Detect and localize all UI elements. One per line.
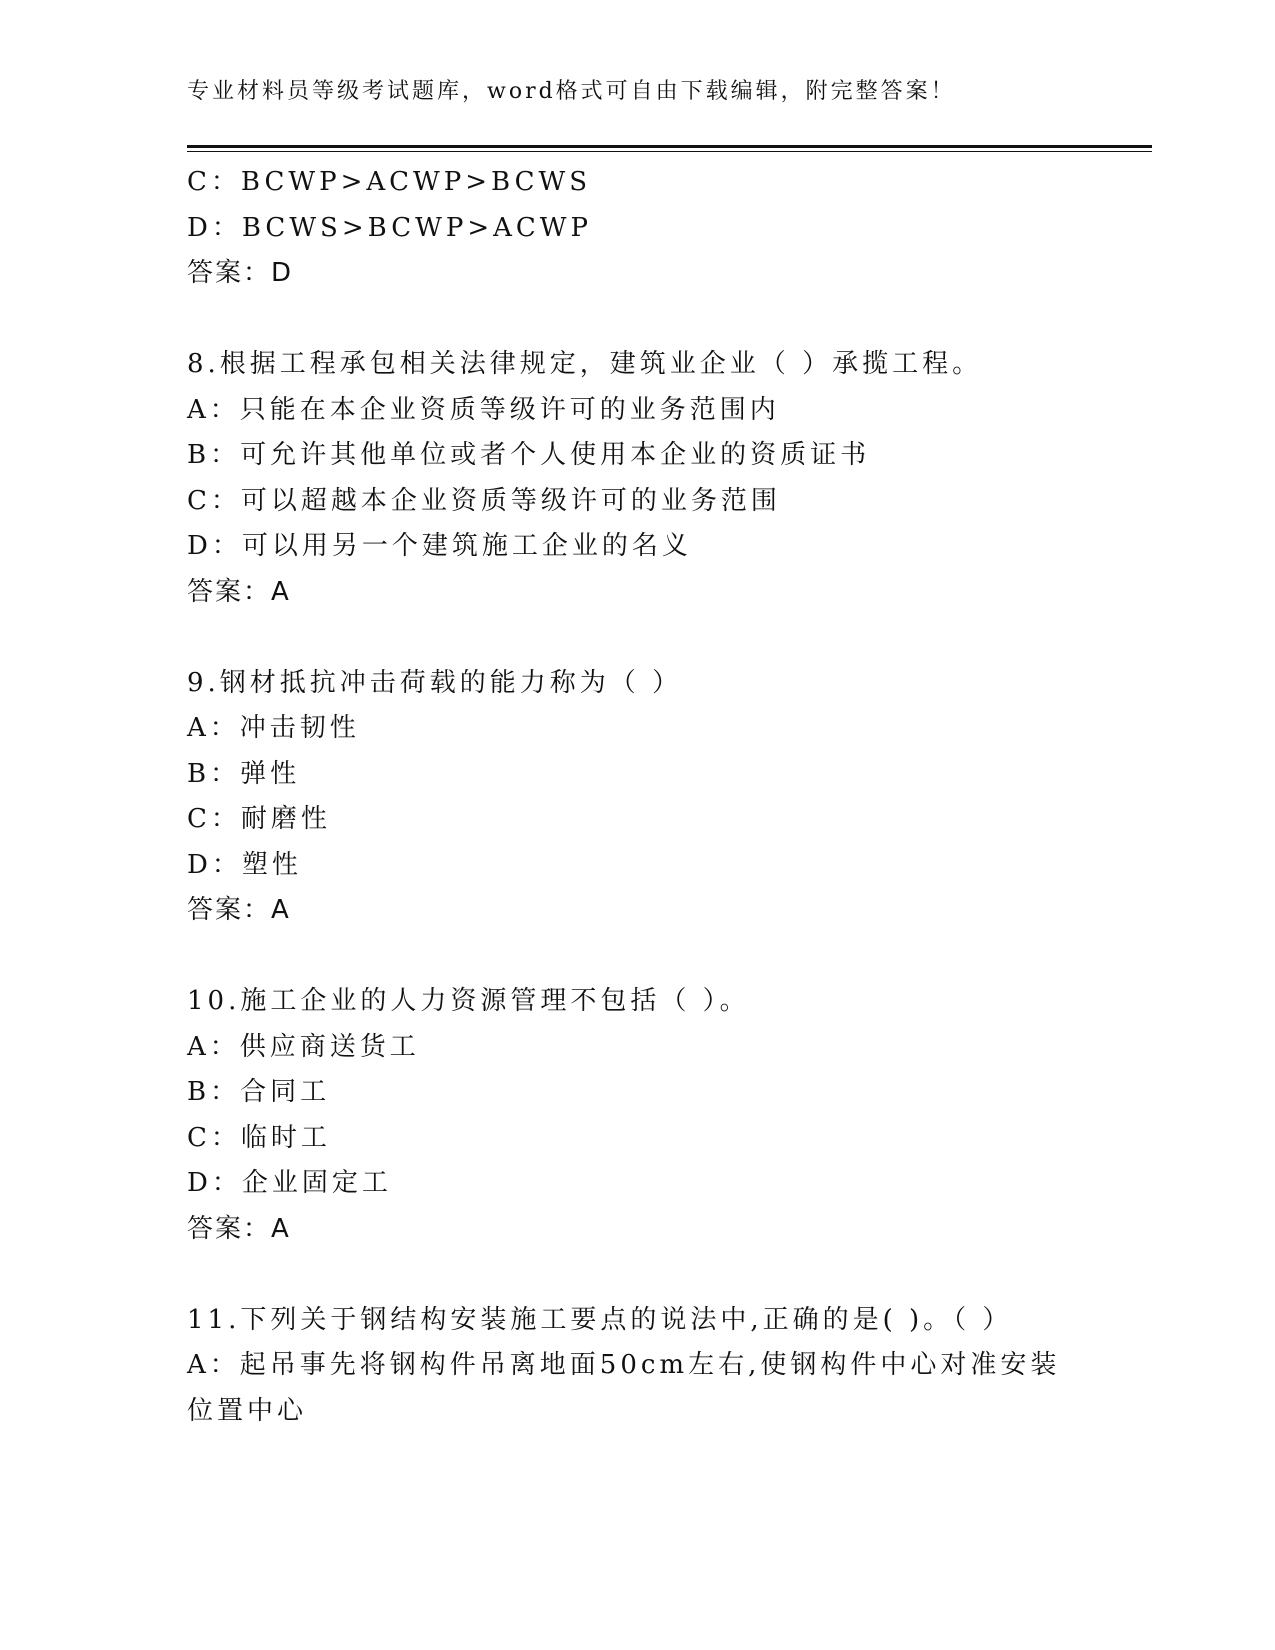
option-b: B：可允许其他单位或者个人使用本企业的资质证书 (187, 440, 871, 470)
answer-label: 答案：A (187, 576, 291, 607)
question-block-8 (187, 342, 1087, 615)
option-a: A：只能在本企业资质等级许可的业务范围内 (187, 394, 780, 425)
option-d: D：BCWS>BCWP>ACWP (187, 212, 593, 243)
option-a: A：起吊事先将钢构件吊离地面50cm左右,使钢构件中心对准安装位置中心 (187, 1350, 1061, 1426)
question-block-prev (187, 160, 1087, 297)
option-b: B：弹性 (187, 758, 301, 789)
question-text: 8.根据工程承包相关法律规定，建筑业企业（ ）承揽工程。 (187, 349, 983, 379)
option-c: C：耐磨性 (187, 804, 331, 834)
question-text: 9.钢材抵抗冲击荷载的能力称为（ ） (187, 667, 683, 698)
option-a: A：冲击韧性 (187, 713, 360, 743)
option-c: C：可以超越本企业资质等级许可的业务范围 (187, 485, 781, 516)
option-c: C：临时工 (187, 1122, 331, 1153)
question-text: 11.下列关于钢结构安装施工要点的说法中,正确的是( )。（ ） (187, 1304, 1013, 1335)
page-header: 专业材料员等级考试题库，word格式可自由下载编辑，附完整答案！ (187, 79, 956, 104)
question-block-11 (187, 1298, 1087, 1435)
answer-label: 答案：A (187, 1213, 291, 1244)
header-rule-thick (187, 145, 1152, 148)
question-text: 10.施工企业的人力资源管理不包括（ ）。 (187, 986, 750, 1016)
option-d: D：塑性 (187, 849, 302, 880)
answer-label: 答案：A (187, 895, 291, 925)
question-list (187, 160, 1087, 1434)
option-a: A：供应商送货工 (187, 1031, 420, 1062)
header-rule-thin (187, 151, 1152, 152)
question-block-10 (187, 979, 1087, 1252)
option-c: C：BCWP>ACWP>BCWS (187, 167, 592, 197)
option-b: B：合同工 (187, 1077, 331, 1107)
option-d: D：企业固定工 (187, 1168, 392, 1198)
answer-label: 答案：D (187, 258, 294, 288)
question-block-9 (187, 661, 1087, 934)
option-d: D：可以用另一个建筑施工企业的名义 (187, 531, 692, 561)
